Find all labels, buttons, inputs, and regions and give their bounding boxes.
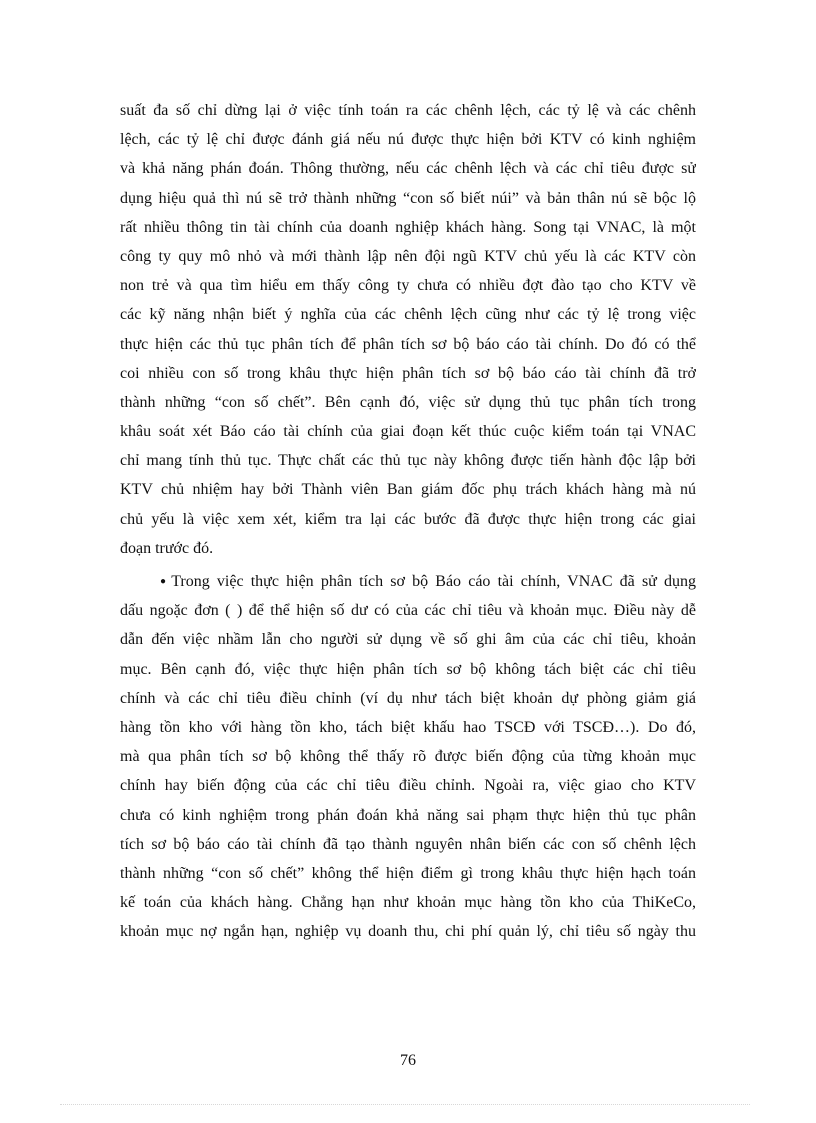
text-line: công ty quy mô nhỏ và mới thành lập nên đội ngũ KTV chủ yếu là các KTV còn: [120, 247, 696, 265]
text-line: dụng hiệu quả thì nú sẽ trở thành những “con số biết núi” và bản thân nú sẽ bộc lộ: [120, 189, 696, 207]
text-line: khoản mục nợ ngắn hạn, nghiệp vụ doanh thu, chi phí quản lý, chỉ tiêu số ngày thu: [120, 923, 696, 941]
text-line-content: Trong việc thực hiện phân tích sơ bộ Báo cáo tài chính, VNAC đã sử dụng: [171, 573, 696, 590]
bullet-dot-icon: ●: [160, 576, 170, 587]
text-line: hàng tồn kho với hàng tồn kho, tách biệt khấu hao TSCĐ với TSCĐ…). Do đó,: [120, 718, 696, 736]
text-line: KTV chủ nhiệm hay bởi Thành viên Ban giám đốc phụ trách khách hàng mà nú: [120, 481, 696, 499]
text-line: chưa có kinh nghiệm trong phán đoán khả năng sai phạm thực hiện thủ tục phân: [120, 806, 696, 824]
text-line: thành những “con số chết”. Bên cạnh đó, việc sử dụng thủ tục phân tích trong: [120, 393, 696, 411]
text-line: mục. Bên cạnh đó, việc thực hiện phân tích sơ bộ không tách biệt các chỉ tiêu: [120, 660, 696, 678]
text-line: rất nhiều thông tin tài chính của doanh nghiệp khách hàng. Song tại VNAC, là một: [120, 218, 696, 236]
paragraph-1: [120, 96, 696, 563]
page-number: 76: [400, 1052, 416, 1069]
text-line: dẫn đến việc nhầm lẫn cho người sử dụng về số ghi âm của các chỉ tiêu, khoản: [120, 631, 696, 649]
text-line: chính và các chỉ tiêu điều chỉnh (ví dụ như tách biệt khoản dự phòng giảm giá: [120, 689, 696, 707]
text-line: khâu soát xét Báo cáo tài chính của giai đoạn kết thúc cuộc kiểm toán tại VNAC: [120, 423, 696, 441]
text-line: lệch, các tỷ lệ chỉ được đánh giá nếu nú được thực hiện bởi KTV có kinh nghiệm: [120, 131, 696, 149]
body-text: [120, 96, 696, 946]
page-bottom-rule: [60, 1104, 750, 1105]
text-line: chỉ mang tính thủ tục. Thực chất các thủ tục này không được tiến hành độc lập bởi: [120, 452, 696, 470]
text-line: thực hiện các thủ tục phân tích để phân tích sơ bộ báo cáo tài chính. Do đó có thể: [120, 335, 696, 353]
text-line: đoạn trước đó.: [120, 539, 214, 557]
paragraph-2-bullet: [120, 567, 696, 946]
text-line: mà qua phân tích sơ bộ không thể thấy rõ được biến động của từng khoản mục: [120, 748, 696, 766]
text-line: và khả năng phán đoán. Thông thường, nếu các chênh lệch và các chỉ tiêu được sử: [120, 160, 696, 178]
text-line: chủ yếu là việc xem xét, kiểm tra lại các bước đã được thực hiện trong các giai: [120, 510, 696, 528]
text-line: kế toán của khách hàng. Chẳng hạn như khoản mục hàng tồn kho của ThiKeCo,: [120, 894, 696, 912]
text-line: thành những “con số chết” không thể hiện điểm gì trong khâu thực hiện hạch toán: [120, 864, 696, 882]
text-line: coi nhiều con số trong khâu thực hiện phân tích sơ bộ báo cáo tài chính đã trở: [120, 364, 696, 382]
text-line: các kỹ năng nhận biết ý nghĩa của các chênh lệch cũng như các tỷ lệ trong việc: [120, 306, 696, 324]
text-line: chính hay biến động của các chỉ tiêu điều chỉnh. Ngoài ra, việc giao cho KTV: [120, 777, 696, 795]
text-line: dấu ngoặc đơn ( ) để thể hiện số dư có của các chỉ tiêu và khoản mục. Điều này dễ: [120, 602, 696, 620]
text-line: [120, 567, 696, 596]
text-line: suất đa số chỉ dừng lại ở việc tính toán ra các chênh lệch, các tỷ lệ và các chênh: [120, 102, 696, 119]
text-line: tích sơ bộ báo cáo tài chính đã tạo thành nguyên nhân biến các con số chênh lệch: [120, 835, 696, 853]
text-line: non trẻ và qua tìm hiểu em thấy công ty chưa có nhiều đợt đào tạo cho KTV về: [120, 277, 696, 295]
